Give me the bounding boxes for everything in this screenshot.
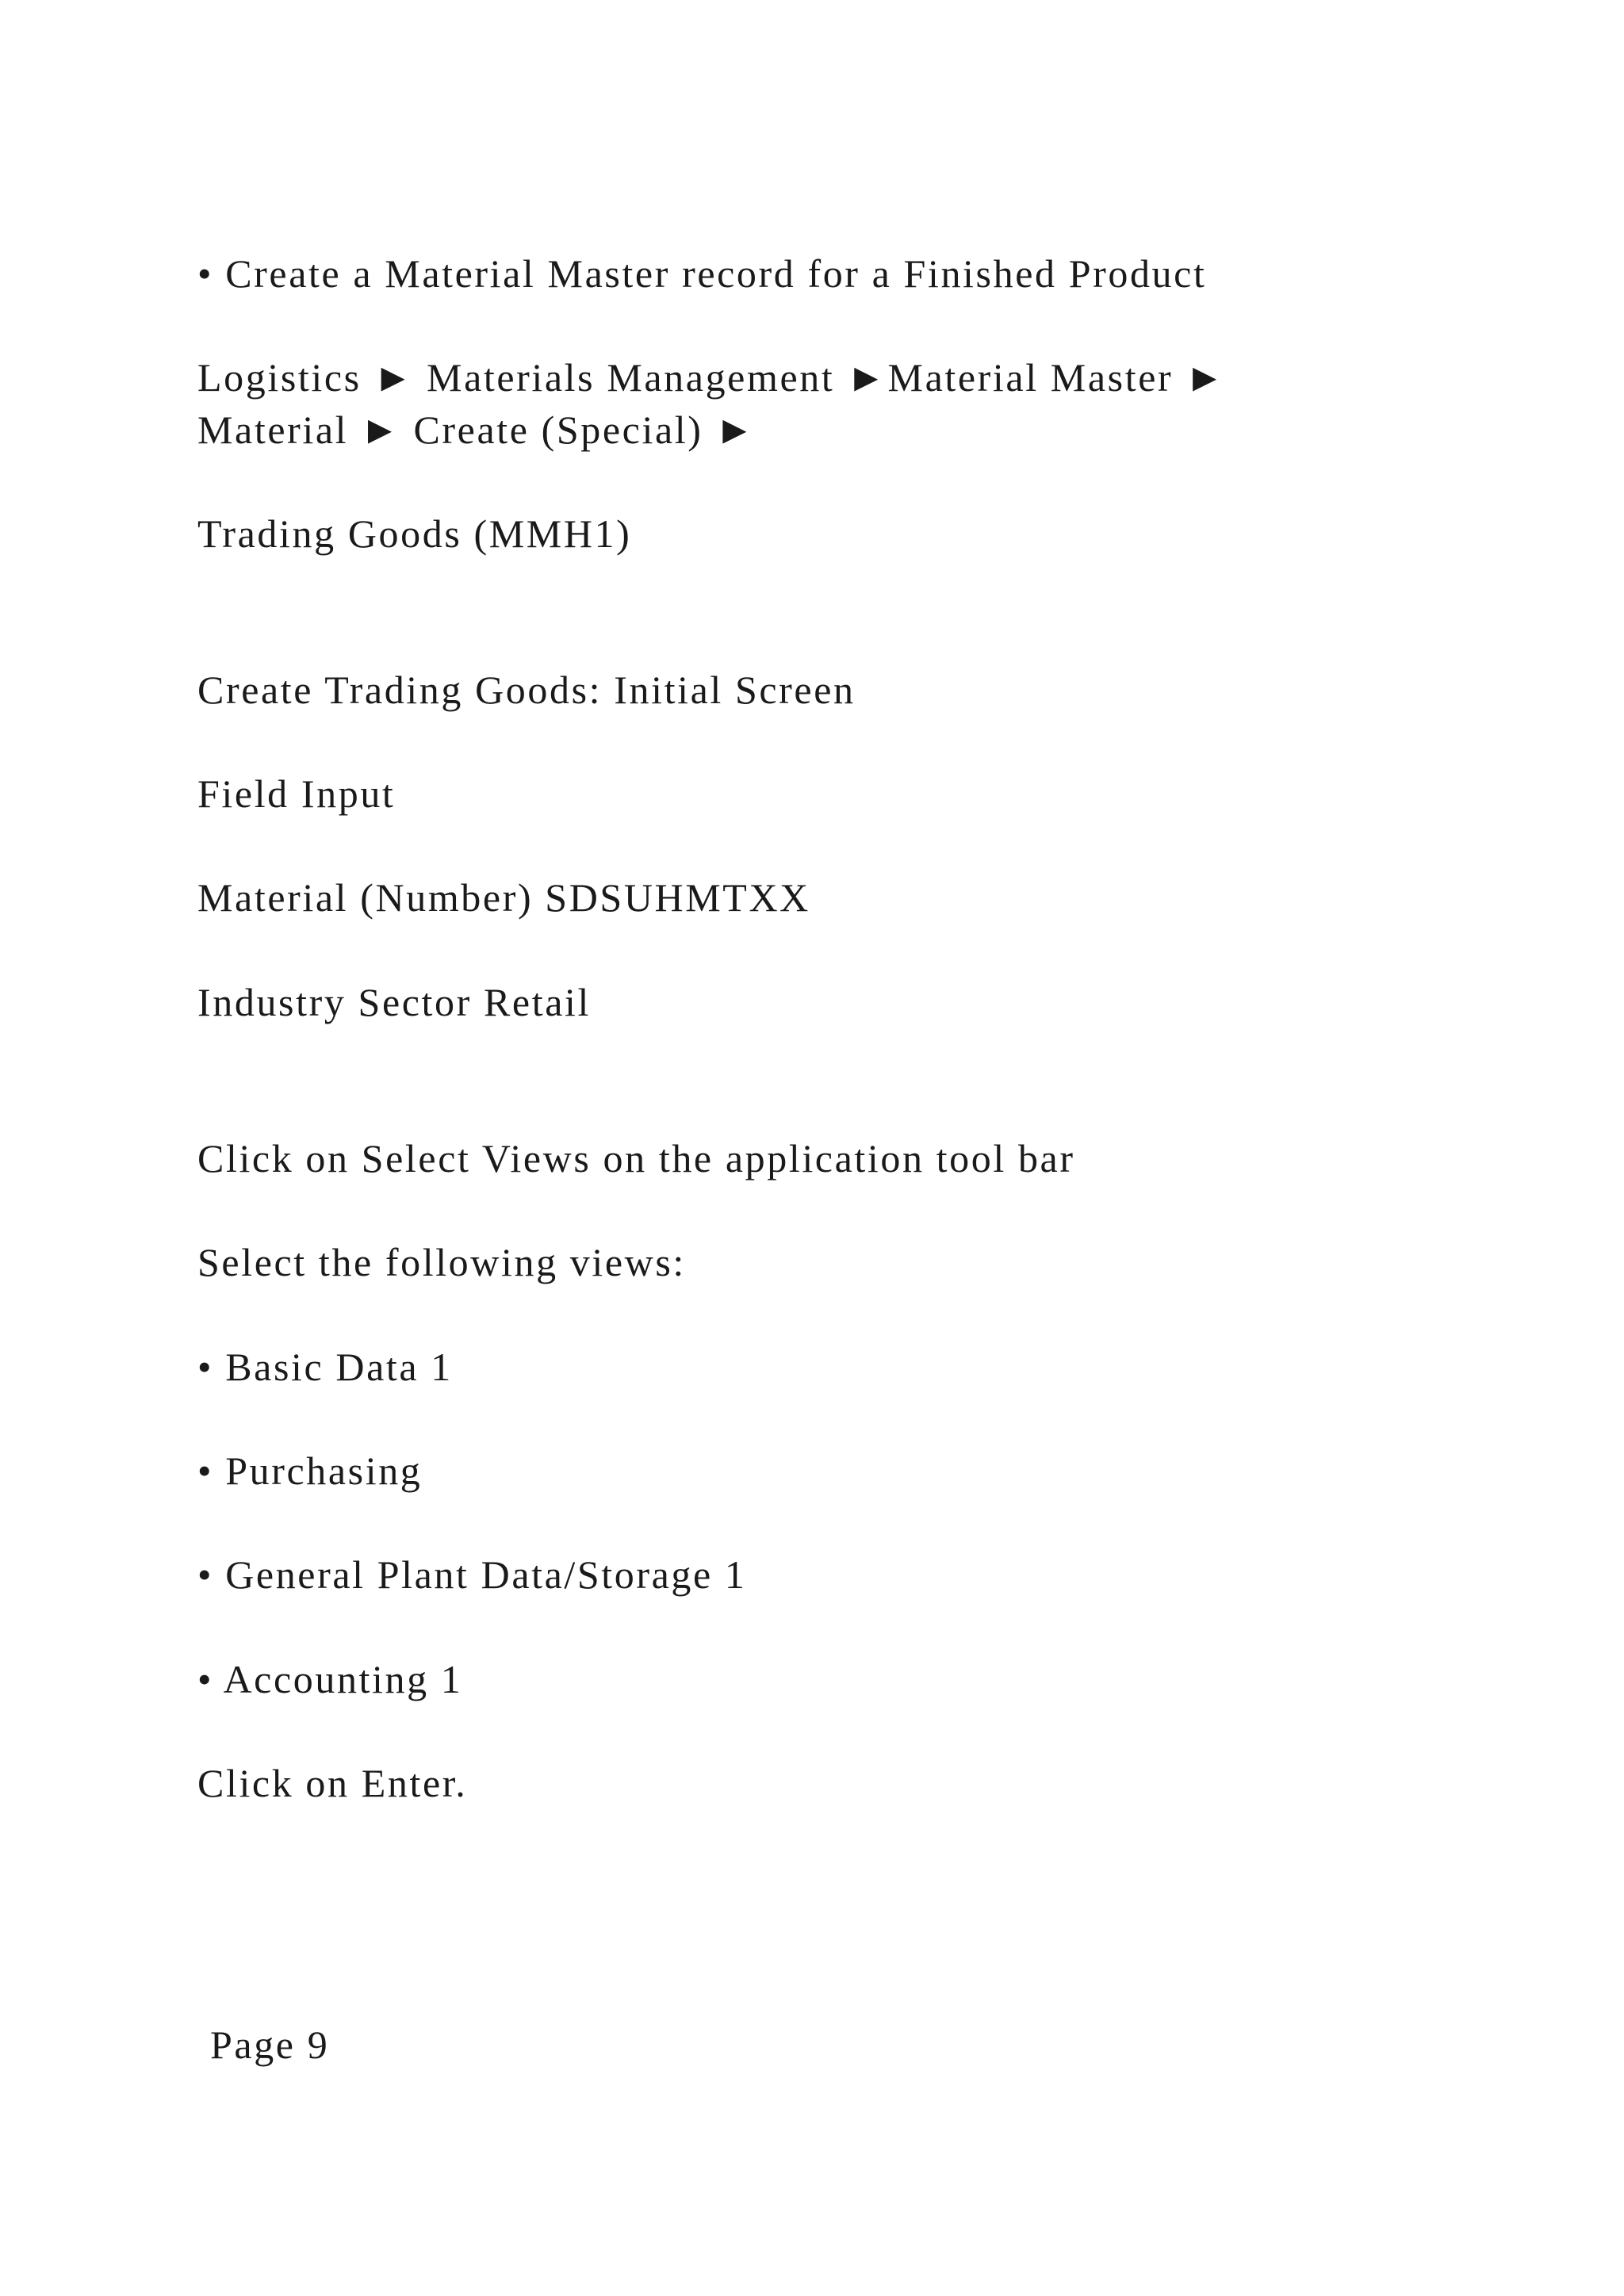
page-number: Page 9 <box>210 2022 330 2067</box>
view-item-purchasing: • Purchasing <box>197 1448 423 1493</box>
screen-title: Create Trading Goods: Initial Screen <box>197 668 856 712</box>
menu-path-line-2: Material ► Create (Special) ► <box>197 408 756 452</box>
field-material-number: Material (Number) SDSUHMTXX <box>197 875 810 920</box>
intro-bullet: • Create a Material Master record for a Finished Product <box>197 251 1207 296</box>
instruction-enter: Click on Enter. <box>197 1761 468 1805</box>
field-industry-sector: Industry Sector Retail <box>197 980 591 1024</box>
transaction-name: Trading Goods (MMH1) <box>197 511 632 556</box>
menu-path-line-1: Logistics ► Materials Management ►Material Master ► <box>197 355 1227 400</box>
view-item-accounting: • Accounting 1 <box>197 1657 463 1701</box>
view-item-basic-data: • Basic Data 1 <box>197 1345 453 1389</box>
view-item-general-plant-data: • General Plant Data/Storage 1 <box>197 1552 747 1597</box>
instruction-select-views: Click on Select Views on the application tool bar <box>197 1136 1075 1181</box>
field-header: Field Input <box>197 771 396 816</box>
select-following-views: Select the following views: <box>197 1240 686 1284</box>
